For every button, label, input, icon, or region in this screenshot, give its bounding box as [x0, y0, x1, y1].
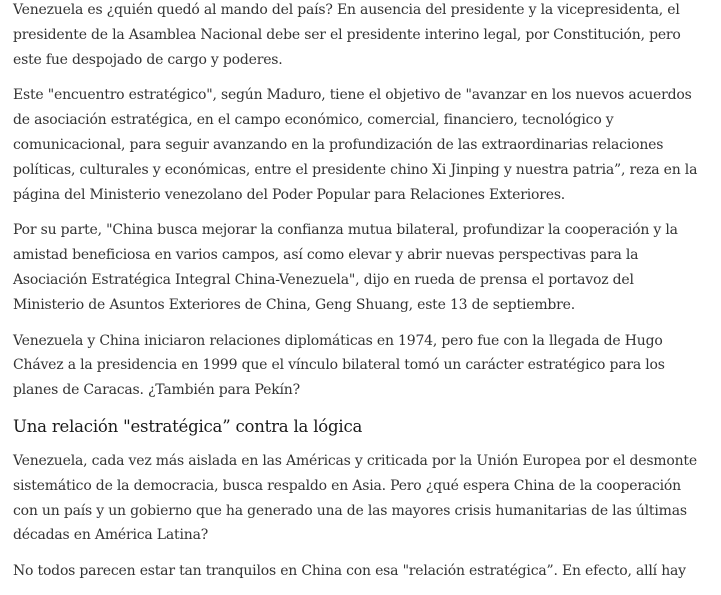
paragraph-interim-president: Venezuela es ¿quién quedó al mando del país? En ausencia del presidente y la vicepresidenta, el presidente de la Asamblea Nacional debe ser el presidente interino legal, por Constitución, pero este fue despojado de cargo y poderes. — [13, 2, 681, 68]
section-heading: Una relación "estratégica” contra la lógica — [13, 416, 363, 436]
paragraph-china-concerns: No todos parecen estar tan tranquilos en China con esa "relación estratégica”. En efecto, allí hay — [13, 563, 686, 580]
article-body — [13, 0, 703, 595]
paragraph-diplomatic-history: Venezuela y China iniciaron relaciones diplomáticas en 1974, pero fue con la llegada de Hugo Chávez a la presidencia en 1999 que el vínculo bilateral tomó un carácter estratégico para los planes de Caracas. ¿También para Pekín? — [13, 332, 665, 399]
paragraph-strategic-meeting: Este "encuentro estratégico", según Maduro, tiene el objetivo de "avanzar en los nuevos acuerdos de asociación estratégica, en el campo económico, comercial, financiero, tecnológico y comunicacional, para seguir avanzando en la profundización de las extraordinarias relaciones políticas, culturales y económicas, entre el presidente chino Xi Jinping y nuestra patria”, reza en la página del Ministerio venezolano del Poder Popular para Relaciones Exteriores. — [13, 87, 698, 203]
paragraph-venezuela-isolation: Venezuela, cada vez más aislada en las Américas y criticada por la Unión Europea por el desmonte sistemático de la democracia, busca respaldo en Asia. Pero ¿qué espera China de la cooperación con un país y un gobierno que ha generado una de las mayores crisis humanitarias de las últimas décadas en América Latina? — [13, 452, 697, 544]
paragraph-china-statement: Por su parte, "China busca mejorar la confianza mutua bilateral, profundizar la cooperación y la amistad beneficiosa en varios campos, así como elevar y abrir nuevas perspectivas para la Asociación Estratégica Integral China-Venezuela", dijo en rueda de prensa el portavoz del Ministerio de Asuntos Exteriores de China, Geng Shuang, este 13 de septiembre. — [13, 222, 678, 313]
